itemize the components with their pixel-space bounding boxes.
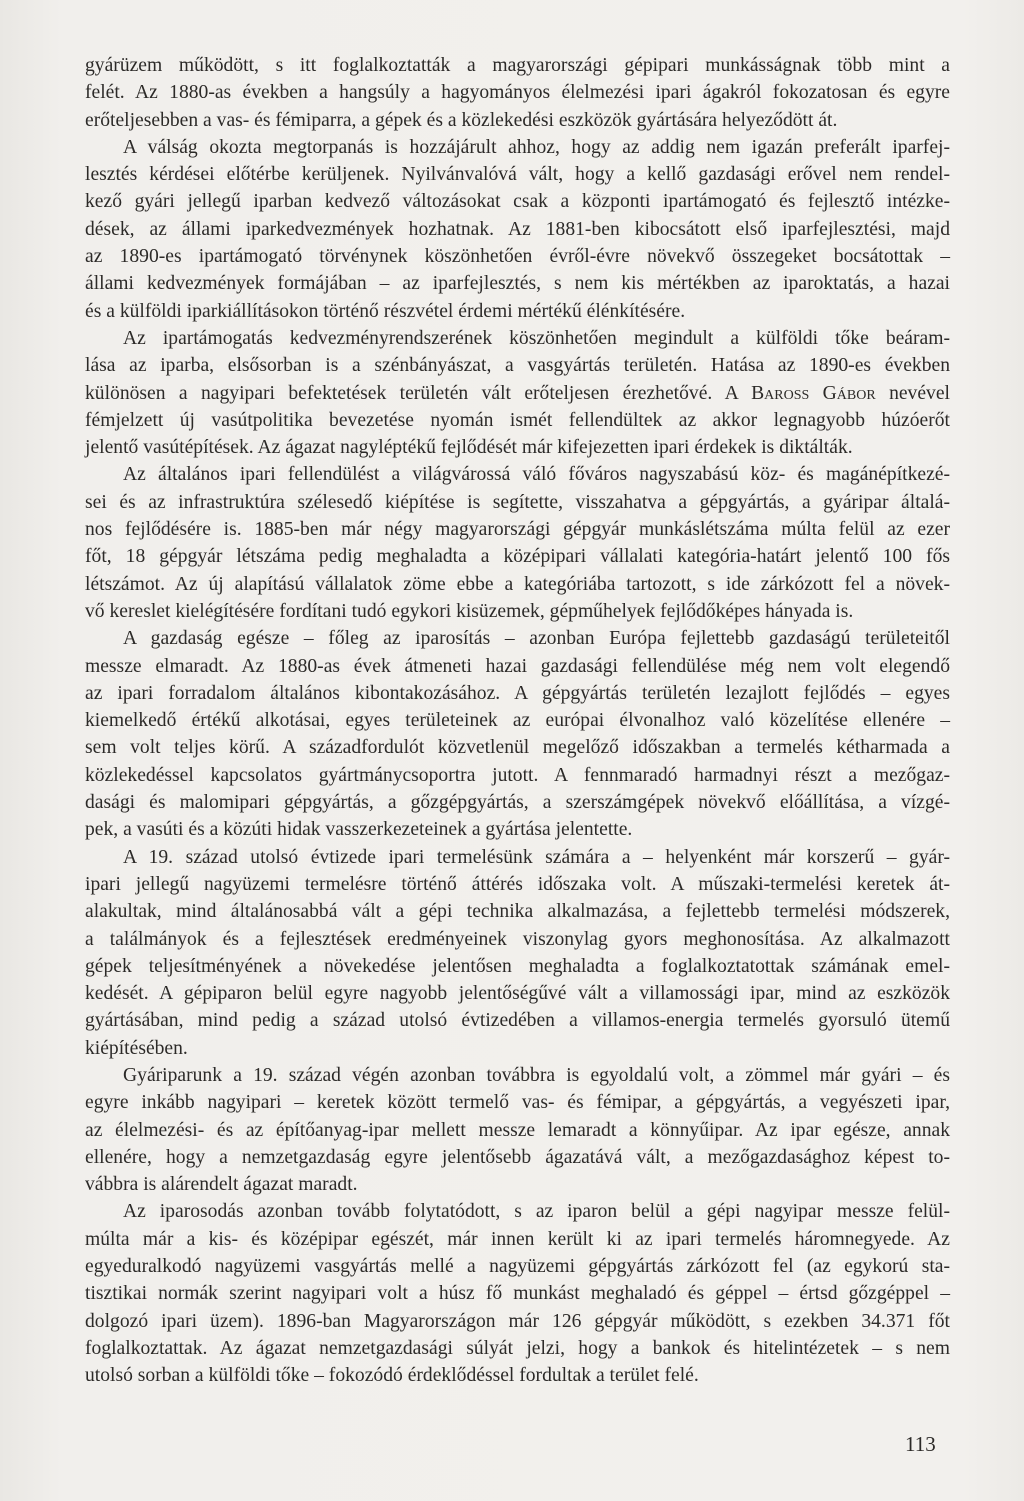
text-line: a találmányok és a fejlesztések eredményeinek viszonylag gyors meghonosítása. Az alkalmazott (85, 928, 950, 950)
text-line: vábbra is alárendelt ágazat maradt. (85, 1174, 358, 1196)
text-line: lesztés kérdései előtérbe kerüljenek. Nyilvánvalóvá vált, hogy a kellő gazdasági erővel nem rendel- (85, 164, 950, 186)
text-line: Az általános ipari fellendülést a világvárossá váló főváros nagyszabású köz- és magánépítkezé- (123, 464, 950, 486)
text-line: gépek teljesítményének a növekedése jelentősen meghaladta a foglalkoztatottak számának emel- (85, 955, 950, 977)
person-name: Baross Gábor (751, 382, 876, 404)
text-line: sei és az infrastruktúra szélesedő kiépítése is segítette, visszahatva a gépgyártás, a gyáripar általá- (85, 491, 950, 513)
text-line: fémjelzett új vasútpolitika bevezetése nyomán ismét fellendültek az akkor legnagyobb húzóerőt (85, 409, 950, 431)
text-line: nos fejlődésére is. 1885-ben már négy magyarországi gépgyár munkáslétszáma múlta felül az ezer (85, 519, 950, 541)
text-line: Az ipartámogatás kedvezményrendszerének köszönhetően megindult a külföldi tőke beáram- (123, 327, 950, 349)
text-line: foglalkoztattak. Az ágazat nemzetgazdasági súlyát jelzi, hogy a bankok és hitelintézetek – s nem (85, 1337, 950, 1359)
text-line (85, 380, 950, 407)
text-line: létszámot. Az új alapítású vállalatok zöme ebbe a kategóriába tartozott, s ide zárkózott fel a növek- (85, 573, 950, 595)
text-line: kiépítésében. (85, 1037, 188, 1059)
text-segment: különösen a nagyipari befektetések területén vált erőteljesen érezhetővé. A (85, 382, 752, 404)
text-line: egyeduralkodó nagyüzemi vasgyártás mellé a nagyüzemi gépgyártás zárkózott fel (az egykorú sta- (85, 1256, 950, 1278)
text-line: lása az iparba, elsősorban is a szénbányászat, a vasgyártás területén. Hatása az 1890-es években (85, 355, 950, 377)
text-line: erőteljesebben a vas- és fémiparra, a gépek és a közlekedési eszközök gyártására helyeződött át. (85, 109, 838, 131)
text-line: jelentő vasútépítések. Az ágazat nagyléptékű fejlődését már kifejezetten ipari érdekek is diktálták. (85, 437, 853, 459)
text-line: A válság okozta megtorpanás is hozzájárult ahhoz, hogy az addig nem igazán preferált iparfej- (123, 136, 950, 158)
text-line: múlta már a kis- és középipar egészét, már innen került ki az ipari termelés háromnegyede. Az (85, 1228, 950, 1250)
text-line: felét. Az 1880-as években a hangsúly a hagyományos élelmezési ipari ágakról fokozatosan és egyre (85, 82, 950, 104)
text-line: dasági és malomipari gépgyártás, a gőzgépgyártás, a szerszámgépek növekvő előállítása, a vízgé- (85, 792, 950, 814)
text-line: kiemelkedő értékű alkotásai, egyes területeinek az európai élvonalhoz való közelítése ellenére – (85, 710, 950, 732)
text-line: ipari jellegű nagyüzemi termelésre történő áttérés időszaka volt. A műszaki-termelési keretek át- (85, 873, 950, 895)
text-line: az élelmezési- és az építőanyag-ipar mellett messze lemaradt a könnyűipar. Az ipar egésze, annak (85, 1119, 950, 1141)
text-line: az ipari forradalom általános kibontakozásához. A gépgyártás területén lezajlott fejlődés – egyes (85, 682, 950, 704)
text-line: Az iparosodás azonban tovább folytatódott, s az iparon belül a gépi nagyipar messze felül- (123, 1201, 950, 1223)
text-line: utolsó sorban a külföldi tőke – fokozódó érdeklődéssel fordultak a terület felé. (85, 1365, 699, 1387)
text-line: gyárüzem működött, s itt foglalkoztatták a magyarországi gépipari munkásságnak több mint a (85, 55, 950, 76)
text-line: állami kedvezmények formájában – az iparfejlesztés, s nem kis mértékben az iparoktatás, a hazai (85, 273, 950, 295)
text-line: sem volt teljes körű. A századfordulót közvetlenül megelőző időszakban a termelés kétharmada a (85, 737, 950, 759)
text-line: dolgozó ipari üzem). 1896-ban Magyarországon már 126 gépgyár működött, s ezekben 34.371 főt (85, 1310, 950, 1332)
text-line: gyártásában, mind pedig a század utolsó évtizedében a villamos-energia termelés gyorsuló ütemű (85, 1010, 950, 1032)
body-text (85, 52, 950, 1390)
text-line: főt, 18 gépgyár létszáma pedig meghaladta a középipari vállalati kategória-határt jelentő 100 fős (85, 546, 950, 568)
page-number: 113 (905, 1432, 936, 1456)
text-line: tisztikai normák szerint nagyipari volt a húsz fő munkást meghaladó és géppel – értsd gőzgéppel – (85, 1283, 950, 1305)
text-segment: nevével (875, 382, 950, 404)
text-line: dések, az állami iparkedvezmények hozhatnak. Az 1881-ben kibocsátott első iparfejlesztési, majd (85, 218, 950, 240)
text-line: és a külföldi iparkiállításokon történő részvétel érdemi mértékű élénkítésére. (85, 300, 686, 322)
text-line: kedését. A gépiparon belül egyre nagyobb jelentőségűvé vált a villamossági ipar, mind az eszközök (85, 983, 950, 1005)
text-line: az 1890-es ipartámogató törvénynek köszönhetően évről-évre növekvő összegeket bocsátottak – (85, 246, 950, 268)
text-line: kező gyári jellegű iparban kedvező változásokat csak a központi ipartámogató és fejlesztő intézke- (85, 191, 950, 213)
text-line: messze elmaradt. Az 1880-as évek átmeneti hazai gazdasági fellendülése még nem volt elegendő (85, 655, 950, 677)
text-line: pek, a vasúti és a közúti hidak vasszerkezeteinek a gyártása jelentette. (85, 819, 633, 841)
text-line: közlekedéssel kapcsolatos gyártmánycsoportra jutott. A fennmaradó harmadnyi részt a mezőgaz- (85, 764, 950, 786)
text-line: Gyáriparunk a 19. század végén azonban továbbra is egyoldalú volt, a zömmel már gyári – és (123, 1064, 950, 1086)
text-line: vő kereslet kielégítésére fordítani tudó egykori kisüzemek, gépműhelyek fejlődőképes hányada is. (85, 600, 854, 622)
text-line: ellenére, hogy a nemzetgazdaság egyre jelentősebb ágazatává vált, a mezőgazdasághoz képest to- (85, 1146, 950, 1168)
text-line: egyre inkább nagyipari – keretek között termelő vas- és fémipar, a gépgyártás, a vegyészeti ipar, (85, 1092, 950, 1114)
text-line: A 19. század utolsó évtizede ipari termelésünk számára a – helyenként már korszerű – gyár- (123, 846, 950, 868)
text-line: A gazdaság egésze – főleg az iparosítás – azonban Európa fejlettebb gazdaságú területeitől (123, 628, 950, 650)
text-line: alakultak, mind általánosabbá vált a gépi technika alkalmazása, a fejlettebb termelési módszerek, (85, 901, 950, 923)
